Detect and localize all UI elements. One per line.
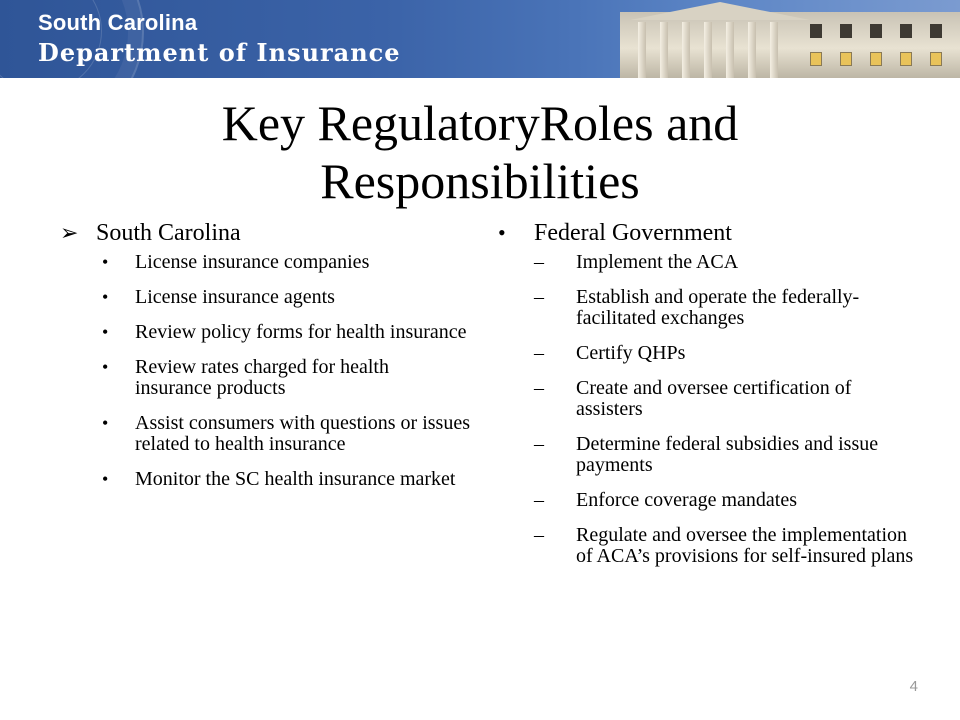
bullet-icon: • <box>102 287 109 307</box>
slide-title-line1: Key RegulatoryRoles and <box>221 95 739 151</box>
list-item: – Enforce coverage mandates <box>534 489 797 511</box>
dash-bullet-icon: – <box>534 251 544 273</box>
list-item: • License insurance companies <box>102 251 370 273</box>
federal-government-column <box>494 218 914 581</box>
list-item: – Establish and operate the federally-facilitated exchanges <box>534 286 860 329</box>
dash-bullet-icon: – <box>534 286 544 308</box>
dash-bullet-icon: – <box>534 342 544 364</box>
bullet-icon: • <box>102 357 109 377</box>
dash-bullet-icon: – <box>534 377 544 399</box>
slide-title <box>0 94 960 210</box>
federal-government-heading <box>494 218 914 248</box>
list-item: – Implement the ACA <box>534 251 739 273</box>
dash-bullet-icon: – <box>534 489 544 511</box>
south-carolina-list <box>60 252 470 490</box>
list-item: • Assist consumers with questions or issues related to health insurance <box>102 412 470 455</box>
header-banner <box>0 0 960 78</box>
dash-bullet-icon: – <box>534 433 544 455</box>
page-number: 4 <box>909 678 918 695</box>
arrow-bullet-icon: ➢ <box>60 220 79 245</box>
south-carolina-column <box>60 218 470 504</box>
south-carolina-heading <box>60 218 470 248</box>
capitol-building-image <box>560 0 960 78</box>
bullet-icon: • <box>102 252 109 272</box>
federal-government-list <box>494 252 914 567</box>
org-name-department: Department of Insurance <box>38 38 401 67</box>
dash-bullet-icon: – <box>534 524 544 546</box>
list-item: – Regulate and oversee the implementation of ACA’s provisions for self-insured plans <box>534 524 914 567</box>
south-carolina-heading-text: South Carolina <box>96 220 241 246</box>
org-name-state: South Carolina <box>38 10 198 35</box>
list-item: • Review policy forms for health insurance <box>102 321 467 343</box>
bullet-icon: • <box>102 322 109 342</box>
list-item: – Create and oversee certification of assisters <box>534 377 852 420</box>
list-item: • Review rates charged for health insurance products <box>102 356 389 399</box>
round-bullet-icon: • <box>498 220 506 245</box>
bullet-icon: • <box>102 413 109 433</box>
list-item: – Certify QHPs <box>534 342 686 364</box>
bullet-icon: • <box>102 469 109 489</box>
slide-title-line2: Responsibilities <box>320 153 640 209</box>
federal-government-heading-text: Federal Government <box>534 220 732 246</box>
list-item: • Monitor the SC health insurance market <box>102 468 456 490</box>
list-item: • License insurance agents <box>102 286 335 308</box>
list-item: – Determine federal subsidies and issue payments <box>534 433 879 476</box>
